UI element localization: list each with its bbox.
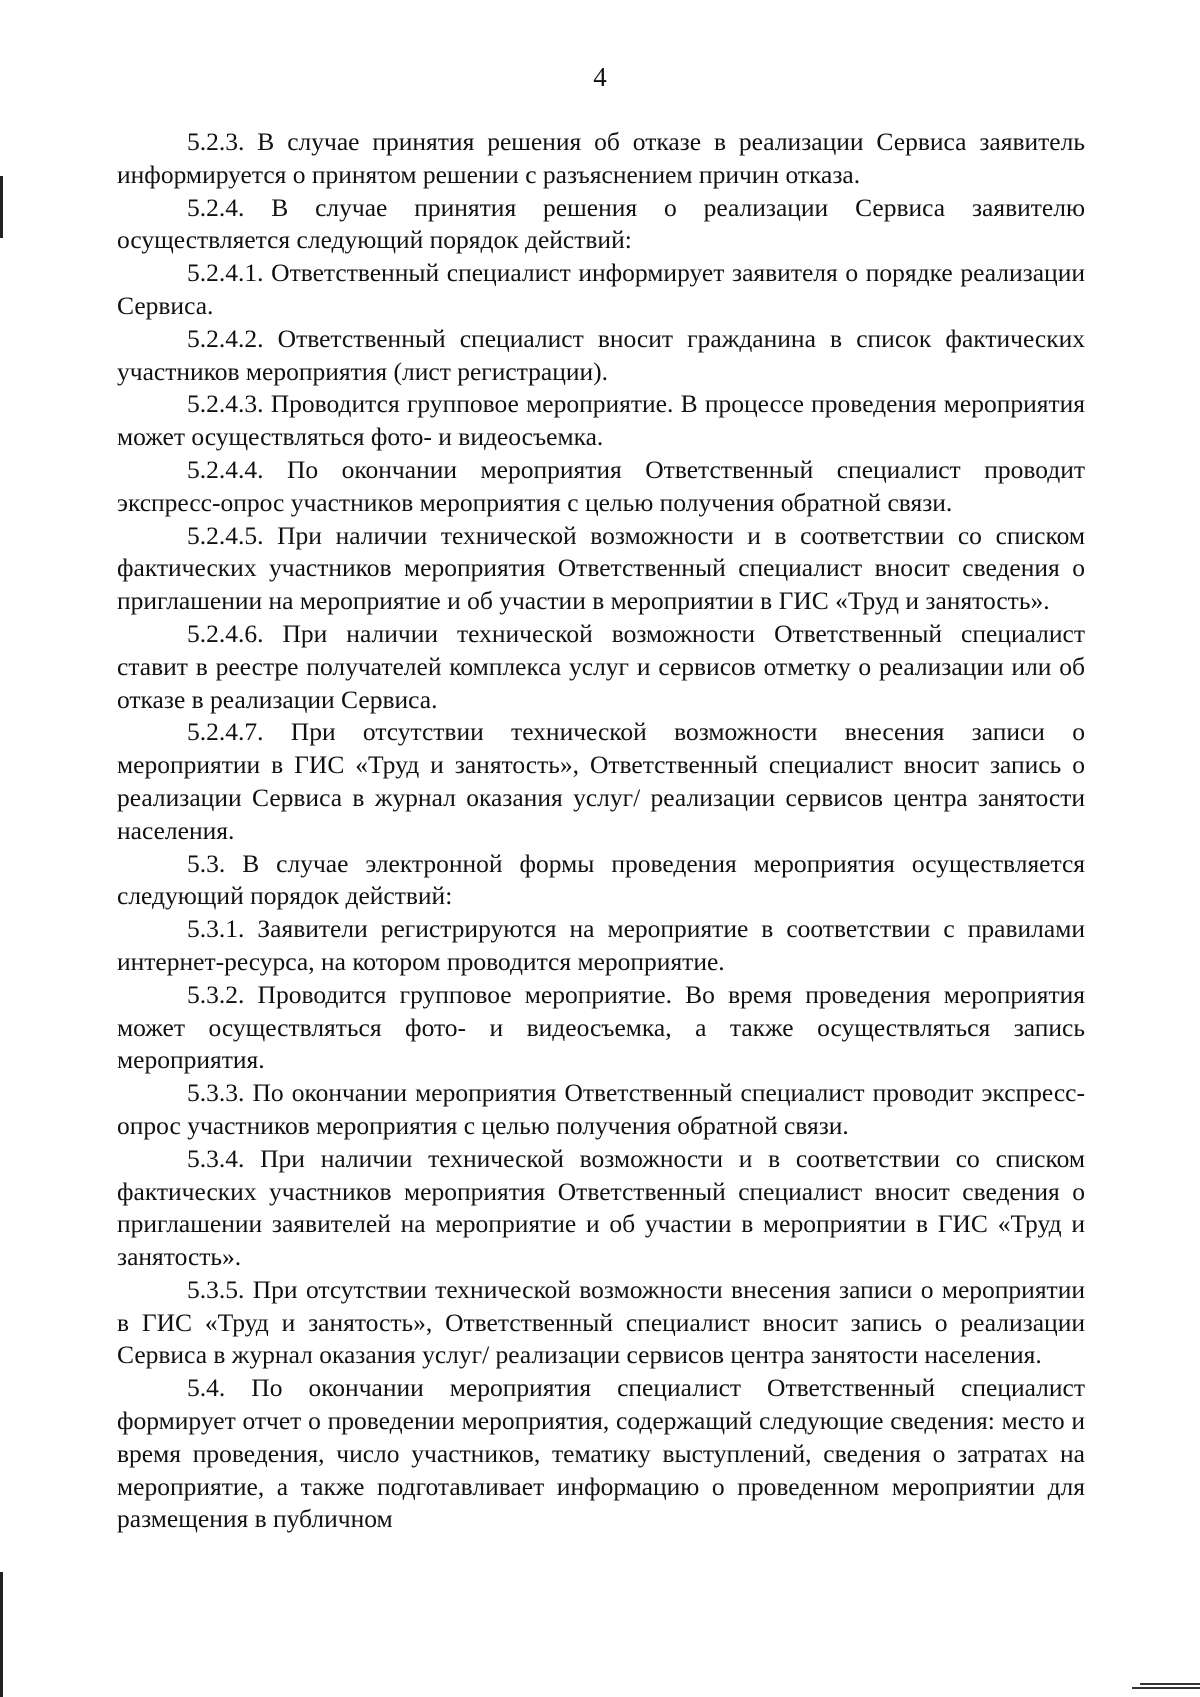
paragraph-5-3-4: 5.3.4. При наличии технической возможности и в соответствии со списком фактических участников мероприятия Ответственный специалист вносит сведения о приглашении заявителей на мероприятие и об участии в мероприятии в ГИС «Труд и занятость». — [117, 1143, 1085, 1272]
paragraph-5-3-1: 5.3.1. Заявители регистрируются на мероприятие в соответствии с правилами интернет-ресурса, на котором проводится мероприятие. — [117, 914, 1085, 976]
paragraph-5-2-4-4: 5.2.4.4. По окончании мероприятия Ответственный специалист проводит экспресс-опрос участников мероприятия с целью получения обратной связи. — [117, 454, 1085, 517]
scan-edge-mark — [0, 176, 3, 238]
paragraph-5-3-3: 5.3.3. По окончании мероприятия Ответственный специалист проводит экспресс-опрос участников мероприятия с целью получения обратной связи. — [117, 1078, 1085, 1140]
paragraph-5-3: 5.3. В случае электронной формы проведения мероприятия осуществляется следующий порядок действий: — [117, 848, 1085, 911]
scan-edge-mark — [0, 1572, 3, 1697]
corner-scan-mark — [1128, 1681, 1200, 1691]
paragraph-5-2-4-1: 5.2.4.1. Ответственный специалист информирует заявителя о порядке реализации Сервиса. — [117, 258, 1085, 320]
paragraph-5-2-4-3: 5.2.4.3. Проводится групповое мероприятие. В процессе проведения мероприятия может осуществляться фото- и видеосъемка. — [117, 389, 1085, 452]
paragraph-5-3-5: 5.3.5. При отсутствии технической возможности внесения записи о мероприятии в ГИС «Труд и занятость», Ответственный специалист вносит запись о реализации Сервиса в журнал оказания услуг/ реализации сервисов центра занятости населения. — [117, 1274, 1085, 1370]
paragraph-5-3-2: 5.3.2. Проводится групповое мероприятие. Во время проведения мероприятия может осуществляться фото- и видеосъемка, а также осуществляться запись мероприятия. — [117, 979, 1085, 1075]
paragraph-5-2-3: 5.2.3. В случае принятия решения об отказе в реализации Сервиса заявитель информируется о принятом решении с разъяснением причин отказа. — [117, 127, 1085, 189]
paragraph-5-2-4-5: 5.2.4.5. При наличии технической возможности и в соответствии со списком фактических участников мероприятия Ответственный специалист вносит сведения о приглашении на мероприятие и об участии в мероприятии в ГИС «Труд и занятость». — [117, 520, 1085, 616]
paragraph-5-2-4: 5.2.4. В случае принятия решения о реализации Сервиса заявителю осуществляется следующий порядок действий: — [117, 192, 1085, 255]
paragraph-5-4: 5.4. По окончании мероприятия специалист Ответственный специалист формирует отчет о проведении мероприятия, содержащий следующие сведения: место и время проведения, число участников, тематику выступлений, сведения о затратах на мероприятие, а также подготавливает информацию о проведенном мероприятии для размещения в публичном — [117, 1373, 1085, 1534]
document-body — [117, 126, 1085, 1536]
paragraph-5-2-4-6: 5.2.4.6. При наличии технической возможности Ответственный специалист ставит в реестре получателей комплекса услуг и сервисов отметку о реализации или об отказе в реализации Сервиса. — [117, 618, 1085, 714]
paragraph-5-2-4-2: 5.2.4.2. Ответственный специалист вносит гражданина в список фактических участников мероприятия (лист регистрации). — [117, 323, 1085, 386]
paragraph-5-2-4-7: 5.2.4.7. При отсутствии технической возможности внесения записи о мероприятии в ГИС «Труд и занятость», Ответственный специалист вносит запись о реализации Сервиса в журнал оказания услуг/ реализации сервисов центра занятости населения. — [117, 717, 1085, 845]
page-number: 4 — [593, 62, 607, 92]
